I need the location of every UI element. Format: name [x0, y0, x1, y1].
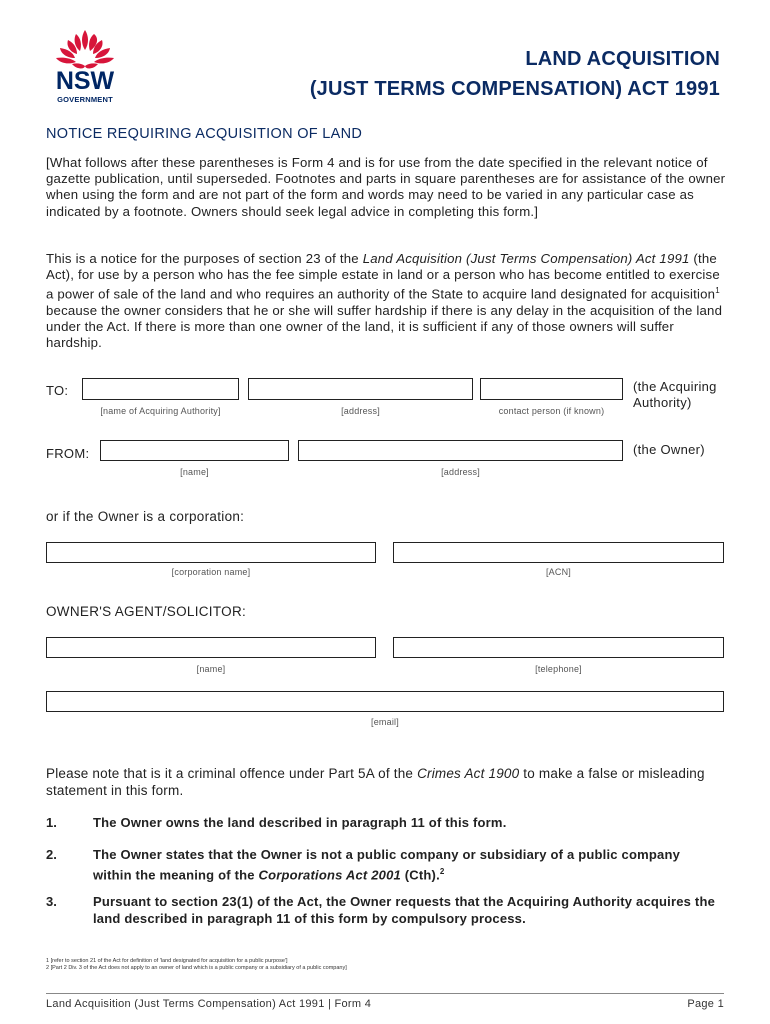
page-number: Page 1 — [687, 998, 724, 1010]
suffix-line-1: (the Acquiring — [633, 379, 717, 394]
item-2-text — [93, 847, 693, 883]
offence-text-b: to make a false or misleading statement in this form. — [46, 766, 705, 798]
title-line-2: (JUST TERMS COMPENSATION) ACT 1991 — [309, 78, 720, 100]
owner-name-caption: [name] — [180, 467, 209, 477]
purpose-paragraph — [46, 251, 726, 352]
from-label: FROM: — [46, 446, 90, 461]
intro-paragraph: [What follows after these parentheses is Form 4 and is for use from the date specified in the relevant notice of gazette publication, until superseded. Footnotes and parts in square parentheses are for assistance of the owner when using the form and are not part of the form and words may need to be varied in any particular case as indicated by a footnote. Owners should seek legal advice in completing this form.] — [46, 155, 726, 219]
logo-government-text: GOVERNMENT — [57, 95, 113, 104]
corporation-name-caption: [corporation name] — [171, 567, 251, 577]
owner-name-input[interactable] — [100, 440, 289, 461]
acquiring-authority-address-input[interactable] — [248, 378, 473, 400]
footnote-ref-1: 1 — [715, 286, 720, 296]
owner-address-caption: [address] — [441, 467, 480, 477]
agent-heading: OWNER'S AGENT/SOLICITOR: — [46, 604, 247, 619]
agent-telephone-input[interactable] — [393, 637, 724, 658]
to-label: TO: — [46, 383, 69, 398]
nsw-government-logo — [48, 28, 122, 106]
purpose-text-b: (the Act), for use by a person who has the fee simple estate in land or a person who has become entitled to exercise a power of sale of the land and who requires an authority of the State to acquire land designated for acquisition — [46, 251, 720, 302]
purpose-text-c: because the owner considers that he or she will suffer hardship if there is any delay in the acquisition of the land under the Act. If there is more than one owner of the land, it is sufficient if any of those owners will suffer hardship. — [46, 303, 723, 351]
offence-notice — [46, 765, 726, 799]
item-1-text: The Owner owns the land described in paragraph 11 of this form. — [93, 815, 507, 830]
item-2-text-b: (Cth). — [400, 866, 440, 882]
contact-person-caption: contact person (if known) — [498, 406, 605, 416]
agent-email-caption: [email] — [371, 717, 399, 727]
logo-nsw-text: NSW — [55, 67, 115, 95]
item-2-number: 2. — [46, 847, 57, 862]
item-3-text: Pursuant to section 23(1) of the Act, the Owner requests that the Acquiring Authority acquires the land described in paragraph 11 of this form by compulsory process. — [93, 894, 716, 926]
contact-person-input[interactable] — [480, 378, 623, 400]
acn-caption: [ACN] — [545, 567, 571, 577]
suffix-line-2: Authority) — [633, 395, 692, 410]
acquiring-authority-suffix — [633, 379, 717, 411]
acquiring-authority-name-input[interactable] — [82, 378, 239, 400]
purpose-text-a: This is a notice for the purposes of section 23 of the — [46, 251, 363, 266]
owner-suffix: (the Owner) — [633, 442, 705, 457]
agent-name-input[interactable] — [46, 637, 376, 658]
item-2-text-a: The Owner states that the Owner is not a public company or subsidiary of a public company within the meaning of the — [93, 847, 681, 882]
agent-name-caption: [name] — [196, 664, 226, 674]
acn-input[interactable] — [393, 542, 724, 563]
title-line-1: LAND ACQUISITION — [525, 48, 720, 70]
offence-text-a: Please note that is it a criminal offence under Part 5A of the — [46, 766, 418, 781]
corporation-heading: or if the Owner is a corporation: — [46, 509, 245, 524]
footnote-ref-2: 2 — [439, 866, 445, 876]
footer-divider — [46, 993, 724, 994]
footnote-1: 1 [refer to section 21 of the Act for definition of 'land designated for acquisition for a public purpose'] — [46, 958, 288, 964]
owner-address-input[interactable] — [298, 440, 623, 461]
corporations-act-name: Corporations Act 2001 — [258, 866, 401, 882]
footnote-2: 2 [Part 2 Div. 3 of the Act does not apply to an owner of land which is a public company or a subsidiary of a public company] — [46, 965, 347, 971]
item-3-number: 3. — [46, 894, 57, 909]
agent-email-input[interactable] — [46, 691, 724, 712]
footer-left: Land Acquisition (Just Terms Compensation) Act 1991 | Form 4 — [46, 998, 372, 1010]
crimes-act-name: Crimes Act 1900 — [417, 766, 520, 781]
notice-heading: NOTICE REQUIRING ACQUISITION OF LAND — [46, 126, 363, 142]
document-title — [310, 44, 720, 104]
corporation-name-input[interactable] — [46, 542, 376, 563]
agent-telephone-caption: [telephone] — [535, 664, 582, 674]
acquiring-authority-address-caption: [address] — [341, 406, 380, 416]
act-name: Land Acquisition (Just Terms Compensation) Act 1991 — [362, 251, 690, 266]
acquiring-authority-name-caption: [name of Acquiring Authority] — [100, 406, 221, 416]
item-1-number: 1. — [46, 815, 57, 830]
